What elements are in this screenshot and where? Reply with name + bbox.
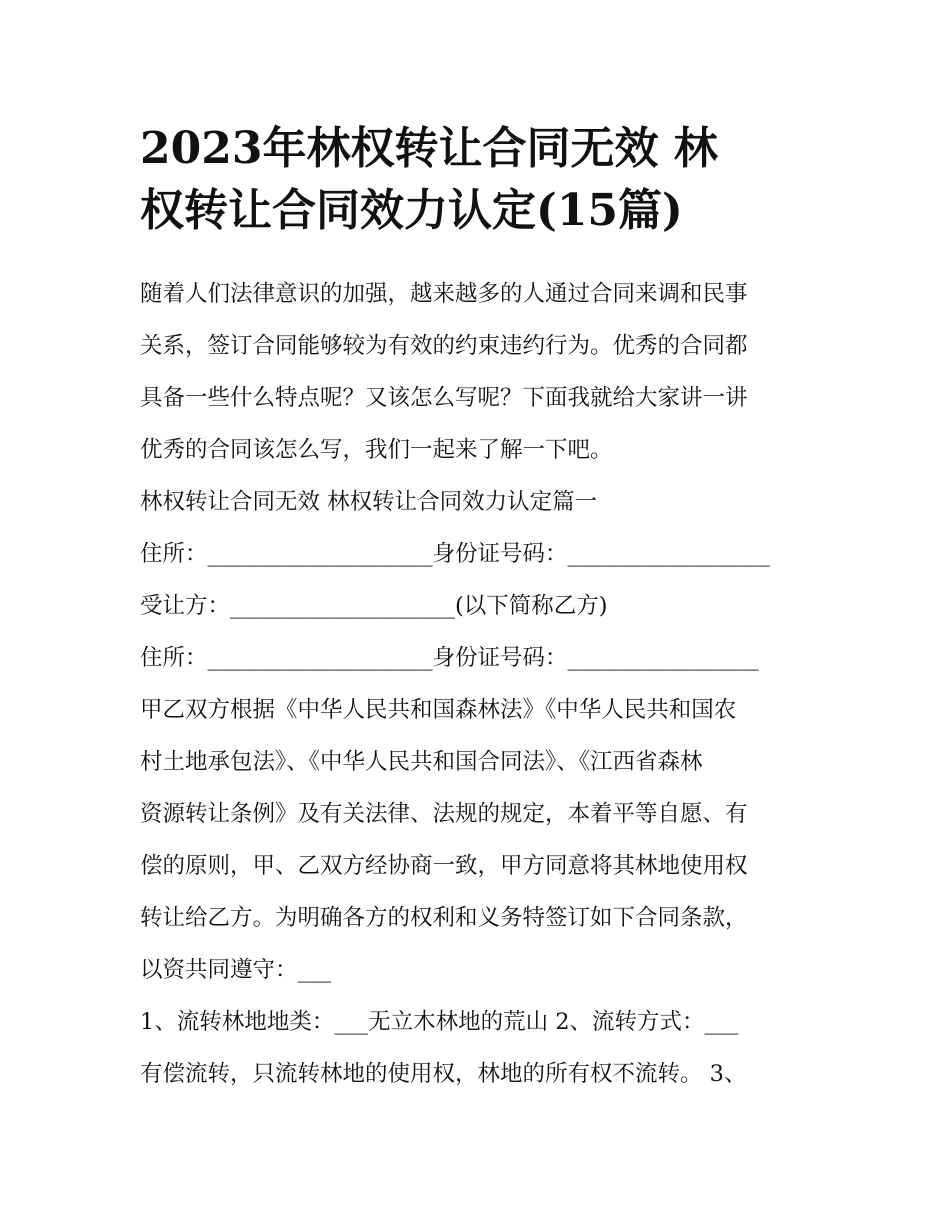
transferee-line: 受让方：____________________(以下简称乙方) bbox=[140, 593, 608, 619]
body-line-1: 甲乙双方根据《中华人民共和国森林法》《中华人民共和国农 bbox=[140, 697, 737, 723]
document-page bbox=[140, 118, 820, 1100]
document-title bbox=[140, 118, 820, 242]
title-line-1: 2023年林权转让合同无效 林 bbox=[140, 123, 718, 174]
address-id-line-2: 住所：____________________身份证号码：_________________ bbox=[140, 645, 759, 671]
body-line-2: 村土地承包法》、《中华人民共和国合同法》、《江西省森林 bbox=[140, 749, 703, 775]
intro-line-3: 具备一些什么特点呢？又该怎么写呢？下面我就给大家讲一讲 bbox=[140, 385, 748, 411]
body-line-3: 资源转让条例》及有关法律、法规的规定，本着平等自愿、有 bbox=[140, 801, 748, 827]
title-line-2: 权转让合同效力认定(15篇) bbox=[140, 185, 683, 236]
clause-line-2: 有偿流转，只流转林地的使用权，林地的所有权不流转。 3、 bbox=[140, 1061, 747, 1087]
address-id-line-1: 住所：____________________身份证号码：__________________ bbox=[140, 541, 771, 567]
body-line-5: 转让给乙方。为明确各方的权利和义务特签订如下合同条款， bbox=[140, 905, 748, 931]
body-line-4: 偿的原则，甲、乙双方经协商一致，甲方同意将其林地使用权 bbox=[140, 853, 748, 879]
clause-line-1: 1、流转林地地类：___无立木林地的荒山 2、流转方式：___ bbox=[140, 1009, 739, 1035]
section-heading: 林权转让合同无效 林权转让合同效力认定篇一 bbox=[140, 489, 598, 515]
intro-line-1: 随着人们法律意识的加强，越来越多的人通过合同来调和民事 bbox=[140, 281, 748, 307]
intro-line-2: 关系，签订合同能够较为有效的约束违约行为。优秀的合同都 bbox=[140, 333, 748, 359]
body-line-6: 以资共同遵守：___ bbox=[140, 957, 332, 983]
intro-line-4: 优秀的合同该怎么写，我们一起来了解一下吧。 bbox=[140, 437, 613, 463]
